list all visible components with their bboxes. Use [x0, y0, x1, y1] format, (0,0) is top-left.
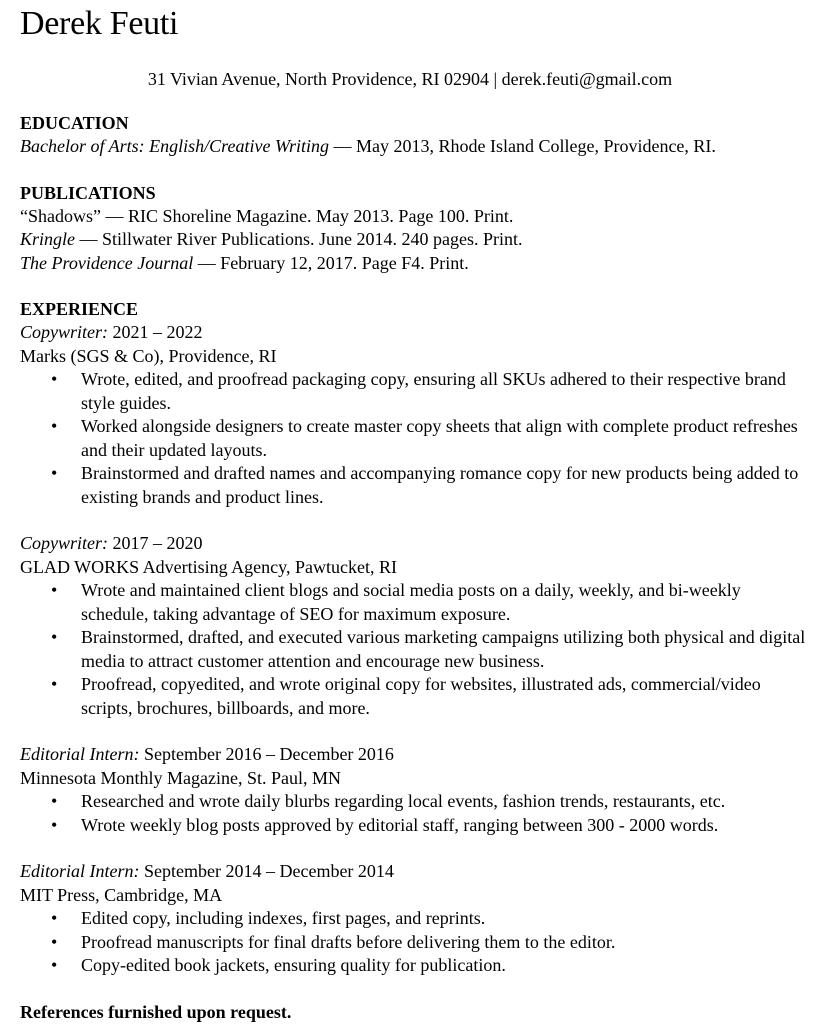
job-dates: September 2016 – December 2016 [139, 744, 394, 764]
experience-section [20, 298, 820, 978]
bullet-text: Wrote, edited, and proofread packaging copy, ensuring all SKUs adhered to their respective brand style guides. [81, 369, 786, 413]
job-bullets [20, 368, 820, 509]
publications-section [20, 182, 820, 276]
publication-details: — Stillwater River Publications. June 2014. 240 pages. Print. [75, 229, 523, 249]
job-dates: September 2014 – December 2014 [139, 861, 394, 881]
bullet-text: Proofread manuscripts for final drafts before delivering them to the editor. [81, 931, 616, 952]
bullet-text: Proofread, copyedited, and wrote original copy for websites, illustrated ads, commercial/video scripts, brochures, billboards, and more. [81, 674, 761, 718]
bullet-item [20, 907, 811, 931]
job-role: Editorial Intern: [20, 861, 140, 881]
job-company: GLAD WORKS Advertising Agency, Pawtucket, RI [20, 556, 397, 577]
job-entry [20, 321, 820, 509]
job-bullets [20, 790, 820, 837]
bullet-text: Brainstormed and drafted names and accompanying romance copy for new products being added to existing brands and product lines. [81, 463, 799, 507]
publication-item [20, 252, 820, 276]
bullet-icon: • [51, 791, 58, 811]
education-details: — May 2013, Rhode Island College, Providence, RI. [328, 136, 716, 156]
job-entry [20, 743, 820, 837]
bullet-icon: • [51, 674, 58, 694]
degree: Bachelor of Arts: English/Creative Writing [20, 136, 329, 156]
bullet-text: Worked alongside designers to create master copy sheets that align with complete product refreshes and their updated layouts. [81, 416, 798, 460]
bullet-item [20, 954, 811, 978]
publication-item [20, 228, 820, 252]
bullet-item [20, 415, 811, 462]
bullet-icon: • [51, 580, 58, 600]
job-bullets [20, 579, 820, 720]
publication-title: “Shadows” [20, 205, 101, 226]
bullet-item [20, 673, 811, 720]
bullet-item [20, 579, 811, 626]
job-dates: 2017 – 2020 [108, 533, 203, 553]
job-title-line [20, 532, 820, 556]
bullet-item [20, 368, 811, 415]
resume-name: Derek Feuti [20, 5, 179, 42]
bullet-text: Brainstormed, drafted, and executed various marketing campaigns utilizing both physical and digital media to attract customer attention and encourage new business. [81, 627, 806, 671]
bullet-icon: • [51, 931, 58, 952]
job-company: Minnesota Monthly Magazine, St. Paul, MN [20, 767, 341, 788]
publication-title: The Providence Journal [20, 252, 194, 273]
section-heading-publications: PUBLICATIONS [20, 182, 156, 203]
bullet-text: Copy-edited book jackets, ensuring quality for publication. [81, 955, 506, 975]
job-title-line [20, 743, 820, 767]
publication-details: — February 12, 2017. Page F4. Print. [193, 252, 469, 273]
education-section [20, 112, 820, 159]
bullet-item [20, 814, 811, 838]
bullet-icon: • [51, 369, 58, 389]
contact-info: 31 Vivian Avenue, North Providence, RI 02904 | derek.feuti@gmail.com [147, 69, 673, 89]
bullet-text: Edited copy, including indexes, first pages, and reprints. [81, 908, 486, 928]
bullet-item [20, 790, 811, 814]
job-role: Editorial Intern: [20, 744, 140, 764]
job-entry [20, 860, 820, 978]
section-heading-experience: EXPERIENCE [20, 299, 139, 319]
job-company: MIT Press, Cambridge, MA [20, 884, 223, 905]
publication-item [20, 205, 820, 229]
bullet-text: Wrote and maintained client blogs and social media posts on a daily, weekly, and bi-weekly schedule, taking advantage of SEO for maximum exposure. [81, 580, 741, 624]
job-title-line [20, 321, 820, 345]
resume-page [20, 0, 820, 1024]
job-entry [20, 532, 820, 720]
bullet-item [20, 626, 811, 673]
publication-details: — RIC Shoreline Magazine. May 2013. Page 100. Print. [100, 205, 514, 226]
bullet-text: Researched and wrote daily blurbs regarding local events, fashion trends, restaurants, etc. [81, 791, 726, 811]
publication-title: Kringle [20, 229, 76, 249]
job-title-line [20, 860, 820, 884]
education-entry [20, 135, 820, 159]
job-company: Marks (SGS & Co), Providence, RI [20, 345, 277, 366]
references-note: References furnished upon request. [20, 1001, 292, 1022]
job-role: Copywriter: [20, 533, 108, 553]
job-role: Copywriter: [20, 322, 108, 342]
bullet-item [20, 931, 811, 955]
bullet-icon: • [51, 814, 58, 835]
bullet-icon: • [51, 463, 58, 483]
bullet-text: Wrote weekly blog posts approved by editorial staff, ranging between 300 - 2000 words. [81, 814, 719, 835]
bullet-item [20, 462, 811, 509]
job-dates: 2021 – 2022 [108, 322, 203, 342]
section-heading-education: EDUCATION [20, 113, 129, 133]
bullet-icon: • [51, 416, 58, 436]
bullet-icon: • [51, 955, 58, 975]
bullet-icon: • [51, 627, 58, 647]
job-bullets [20, 907, 820, 978]
bullet-icon: • [51, 908, 58, 928]
